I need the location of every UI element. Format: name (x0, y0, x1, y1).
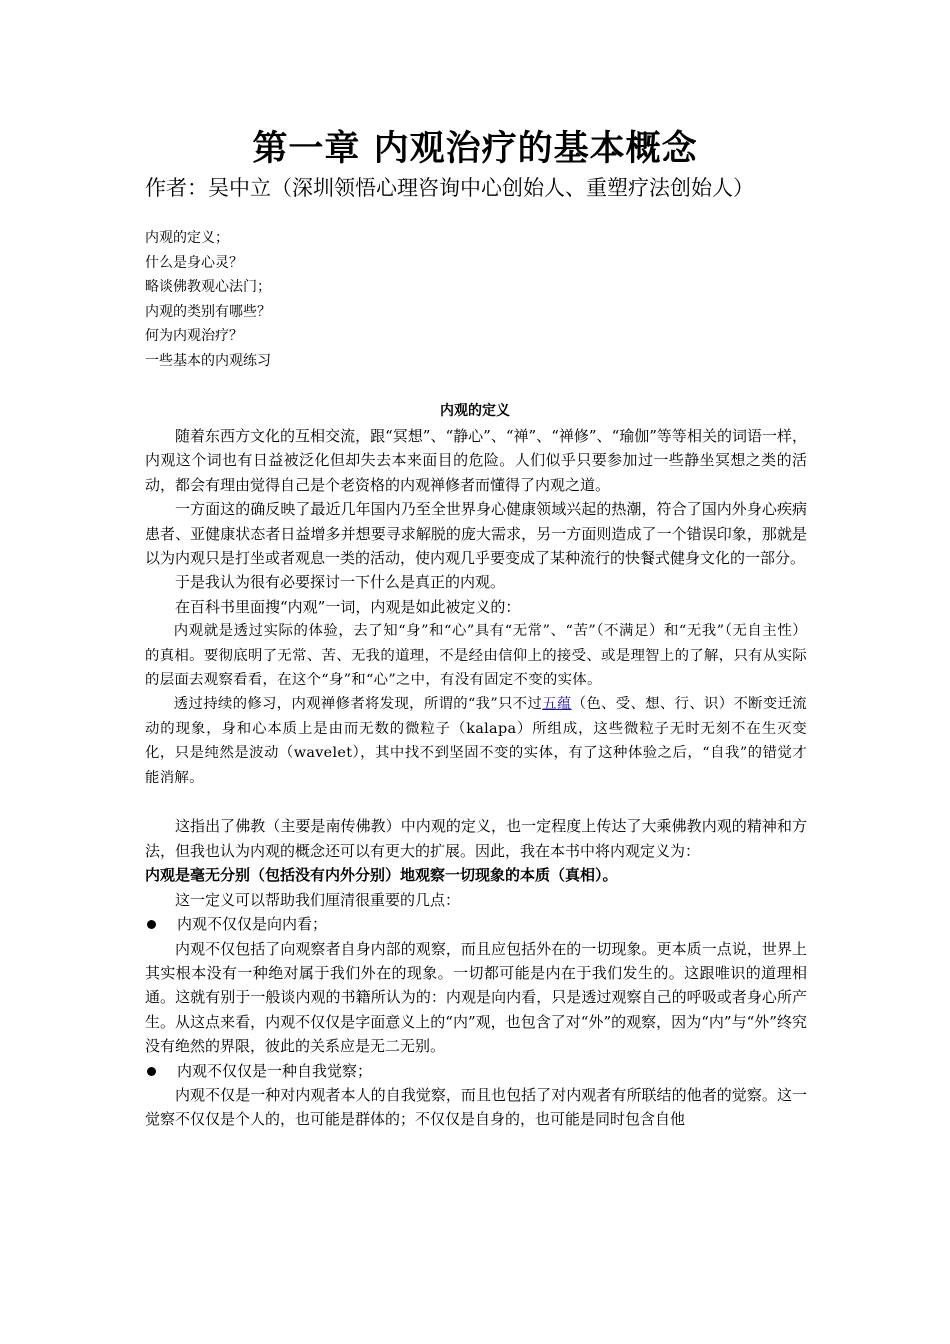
bullet-text: 内观不仅仅是向内看； (177, 915, 328, 934)
paragraph: 一方面这的确反映了最近几年国内乃至全世界身心健康领域兴起的热潮，符合了国内外身心疾病患者、亚健康状态者日益增多并想要寻求解脱的庞大需求，另一方面则造成了一个错误印象，那就是以为内观只是打坐或者观息一类的活动，使内观几乎要变成了某种流行的快餐式健身文化的一部分。 (145, 500, 807, 568)
outline-item: 何为内观治疗？ (145, 328, 243, 344)
paragraph: 于是我认为很有必要探讨一下什么是真正的内观。 (175, 573, 506, 592)
bullet-icon (147, 920, 156, 929)
outline-item: 内观的类别有哪些？ (145, 303, 271, 320)
paragraph: 内观不仅是一种对内观者本人的自我觉察，而且也包括了对内观者有所联结的他者的觉察。这一觉察不仅仅是个人的，也可能是群体的；不仅仅是自身的，也可能是同时包含自他 (145, 1085, 807, 1129)
paragraph: 这指出了佛教（主要是南传佛教）中内观的定义，也一定程度上传达了大乘佛教内观的精神和方法，但我也认为内观的概念还可以有更大的扩展。因此，我在本书中将内观定义为： (145, 817, 807, 860)
outline-item: 略谈佛教观心法门； (145, 279, 271, 295)
chapter-outline (145, 226, 271, 373)
five-aggregates-link[interactable]: 五蕴 (542, 696, 572, 713)
paragraph: 在百科书里面搜“内观”一词，内观是如此被定义的： (175, 597, 521, 616)
paragraph: 随着东西方文化的互相交流，跟“冥想”、“静心”、“禅”、“禅修”、“瑜伽”等等相关的词语一样，内观这个词也有日益被泛化但却失去本来面目的危险。人们似乎只要参加过一些静坐冥想之类的活动，都会有理由觉得自己是个老资格的内观禅修者而懂得了内观之道。 (145, 427, 807, 494)
bullet-item (145, 912, 807, 936)
body-text (145, 424, 807, 1132)
section-heading: 内观的定义 (440, 403, 510, 419)
quoted-definition: 内观就是透过实际的体验，去了知“身”和“心”具有“无常”、“苦”（不满足）和“无我”（无自主性）的真相。要彻底明了无常、苦、无我的道理，不是经由信仰上的接受、或是理智上的了解，只有从实际的层面去观察看看，在这个“身”和“心”之中，有没有固定不变的实体。 (145, 623, 807, 689)
paragraph: 这一定义可以帮助我们厘清很重要的几点： (175, 890, 461, 909)
chapter-title: 第一章 内观治疗的基本概念 (252, 128, 698, 169)
paragraph: 内观不仅包括了向观察者自身内部的观察，而且应包括外在的一切现象。更本质一点说，世界上其实根本没有一种绝对属于我们外在的现象。一切都可能是内在于我们发生的。这跟唯识的道理相通。这就有别于一般谈内观的书籍所认为的：内观是向内看，只是透过观察自己的呼吸或者身心所产生。从这点来看，内观不仅仅是字面意义上的“内”观，也包含了对“外”的观察，因为“内”与“外”终究没有绝然的界限，彼此的关系应是无二无别。 (145, 939, 807, 1056)
author-line: 作者：吴中立（深圳领悟心理咨询中心创始人、重塑疗法创始人） (145, 176, 754, 200)
outline-item: 什么是身心灵？ (145, 254, 243, 271)
bullet-item (145, 1059, 807, 1083)
quoted-paragraph (145, 692, 807, 790)
outline-item: 内观的定义； (145, 230, 229, 246)
blank-line (145, 790, 807, 814)
quote-text: 透过持续的修习，内观禅修者将发现，所谓的“我”只不过 (173, 696, 543, 713)
author-definition: 内观是毫无分别（包括没有内外分别）地观察一切现象的本质（真相）。 (145, 866, 618, 885)
quote-text: （色、受、想、行、识）不断变迁流动的现象，身和心本质上是由而无数的微粒子（kalapa）所组成，这些微粒子无时无刻不在生灭变化，只是纯然是波动（wavelet），其中找不到坚固不变的实体，有了这种体验之后，“自我”的错觉才能消解。 (145, 696, 807, 786)
outline-item: 一些基本的内观练习 (145, 352, 271, 369)
bullet-text: 内观不仅仅是一种自我觉察； (177, 1061, 373, 1080)
bullet-icon (147, 1067, 156, 1076)
